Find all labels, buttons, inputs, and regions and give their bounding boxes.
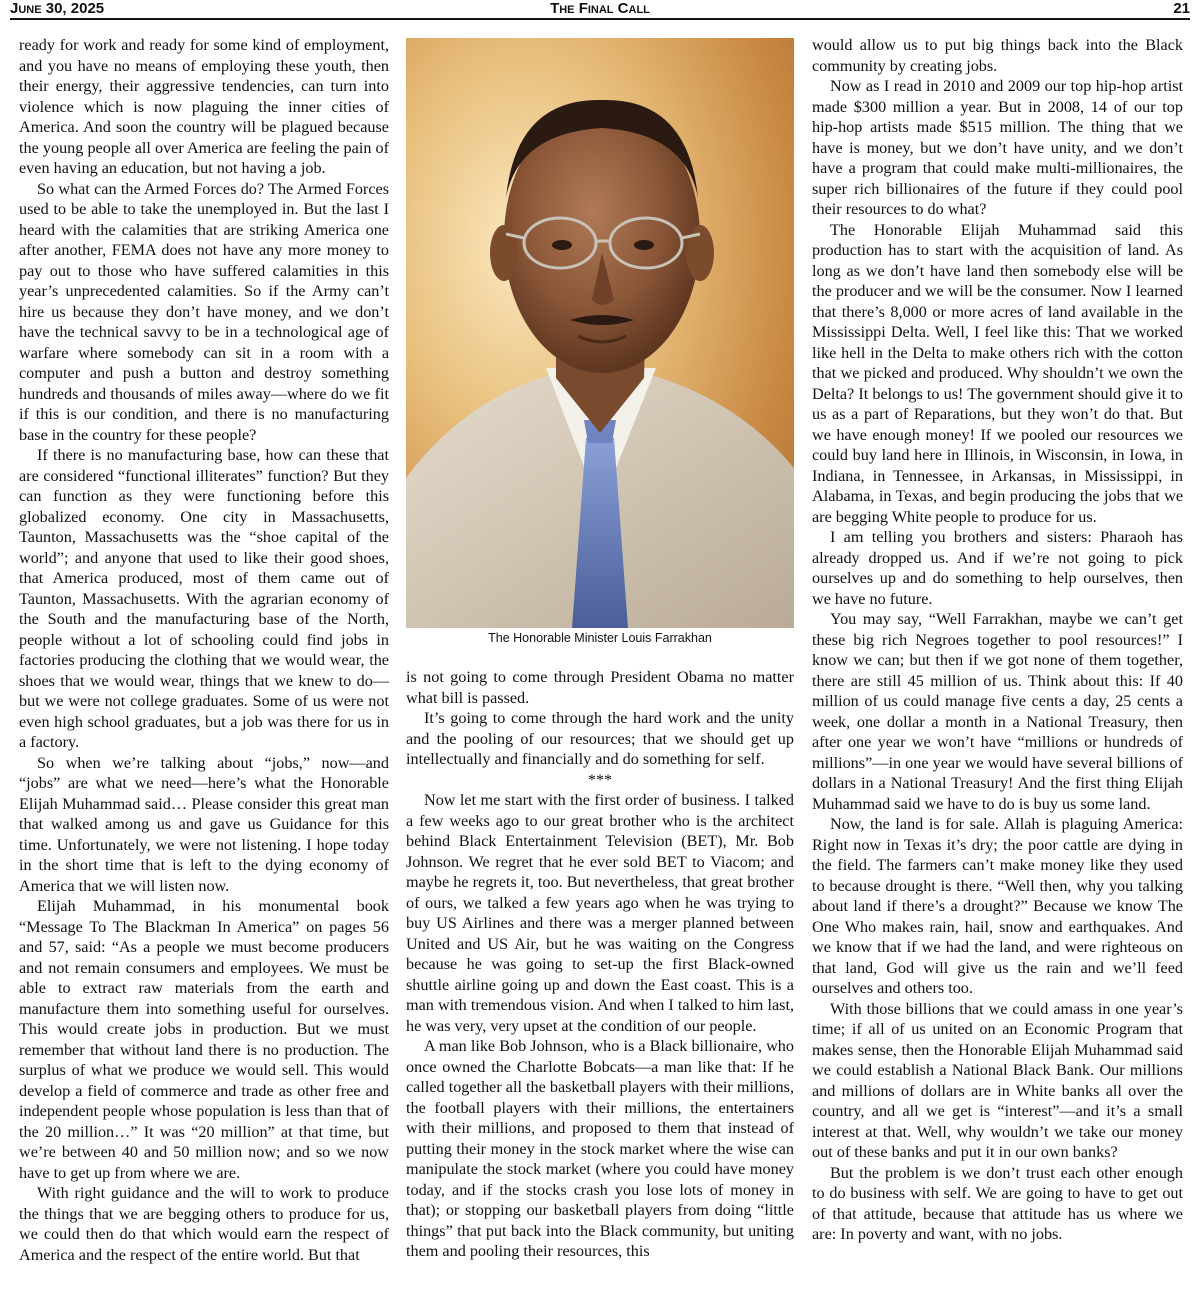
paragraph: is not going to come through President Obama no matter what bill is passed. (406, 668, 794, 707)
paragraph: But the problem is we don’t trust each other enough to do business with self. We are going to have to get out of that attitude, because that attitude has us where we are: In poverty and want, with no jobs. (812, 1163, 1183, 1243)
paragraph: The Honorable Elijah Muhammad said this production has to start with the acquisition of land. As long as we don’t have land then somebody else will be the producer and we will be the consumer. Now I learned that there’s 8,000 or more acres of land available in the Mississippi Delta. Well, I feel like this: That we worked like hell in the Delta to make others rich with the cotton that we picked and produced. Why shouldn’t we own the Delta? It belongs to us! The government should give it to us as a part of Reparations, but they won’t do that. But we have enough money! If we pooled our resources we could buy land here in Illinois, in Wisconsin, in Iowa, in Indiana, in Tennessee, in Arkansas, in Mississippi, in Alabama, in Texas, and begin producing the jobs that we are begging White people to produce for us. (812, 220, 1183, 526)
paragraph: I am telling you brothers and sisters: Pharaoh has already dropped us. And if we’re not going to pick ourselves up and do something to help ourselves, then we have no future. (812, 528, 1183, 608)
paragraph: With right guidance and the will to work to produce the things that we are begging others to produce for us, we could then do that which would earn the respect of America and the respect of the entire world. But that (19, 1184, 389, 1264)
paragraph: If there is no manufacturing base, how can these that are considered “functional illiterates” function? But they can function as they were functioning before this globalized economy. One city in Massachusetts, Taunton, Massachusetts was the “shoe capital of the world”; and anyone that used to like their good shoes, that America produced, most of them came out of Taunton, Massachusetts. With the agrarian economy of the South and the manufacturing base of the North, people without a lot of schooling could find jobs in factories producing the clothing that we would wear, the shoes that we would wear, things that we knew to do—but we were not college graduates. Some of us were not even high school graduates, but a job was there for us in a factory. (19, 446, 389, 751)
paragraph: With those billions that we could amass in one year’s time; if all of us united on an Economic Program that makes sense, then the Honorable Elijah Muhammad said we could establish a National Black Bank. Our millions and millions of dollars are in White banks all over the country, and all we get is “interest”—and it’s a small interest at that. Well, why wouldn’t we take our money out of these banks and put it in our own banks? (812, 999, 1183, 1161)
paragraph: Now let me start with the first order of business. I talked a few weeks ago to our great brother who is the architect behind Black Entertainment Television (BET), Mr. Bob Johnson. We regret that he ever sold BET to Viacom; and maybe he regrets it, too. But nevertheless, that great brother of ours, we talked a few years ago when he was trying to buy US Airlines and there was a merger planned between United and US Air, but he was waiting on the Congress because he was going to set-up the first Black-owned shuttle airline going up and down the East coast. This is a man with tremendous vision. And when I talked to him last, he was very, very upset at the condition of our people. (406, 791, 794, 1035)
issue-date: June 30, 2025 (10, 0, 105, 17)
paragraph: would allow us to put big things back into the Black community by creating jobs. (812, 36, 1183, 75)
page-number: 21 (1173, 0, 1190, 17)
section-separator: *** (587, 770, 613, 789)
paragraph: So what can the Armed Forces do? The Armed Forces used to be able to take the unemployed in. But the last I heard with the calamities that are striking America one after another, FEMA does not have any more money to pay out to those who have suffered calamities in this year’s unprecedented calamities. So if the Army can’t hire us because they don’t have money, and we don’t have the technical savvy to be in a technological age of warfare where somebody can sit in a room with a computer and push a button and destroy something hundreds and thousands of miles away—where do we fit if this is our condition, and there is no manufacturing base in the country for these people? (19, 179, 389, 444)
article-column-1 (19, 35, 389, 1293)
article-column-3 (812, 35, 1183, 1293)
paragraph: You may say, “Well Farrakhan, maybe we can’t get these big rich Negroes together to pool resources!” I know we can; but then if we got none of them together, there are still 45 million of us. Think about this: If 40 million of us could manage five cents a day, 25 cents a week, one dollar a month in a National Treasury, then after one year we won’t have “millions or hundreds of millions”—in one year we would have several billions of dollars in a National Treasury! And the first thing Elijah Muhammad said we have to do is buy us some land. (812, 610, 1183, 813)
paragraph: A man like Bob Johnson, who is a Black billionaire, who once owned the Charlotte Bobcats—a man like that: If he called together all the basketball players with their millions, the football players with their millions, the entertainers with their millions, and proposed to them that instead of putting their money in the stock market where the wise can manipulate the stock market (where you could have money today, and if the stocks crash you lose lots of money in that); or stopping our basketball players from doing “little things” that put back into the Black community, but uniting them and pooling their resources, this (406, 1037, 794, 1260)
page-header (10, 0, 1190, 20)
publication-name: The Final Call (550, 0, 650, 17)
paragraph: Now as I read in 2010 and 2009 our top hip-hop artist made $300 million a year. But in 2008, 14 of our top hip-hop artists made $515 million. The thing that we have is money, but we don’t have unity, and we don’t have a program that could make multi-millionaires, the super rich billionaires of the future if they could pool their resources to do what? (812, 77, 1183, 218)
article-column-2 (406, 667, 794, 1293)
portrait-illustration (406, 38, 794, 628)
paragraph: ready for work and ready for some kind of employment, and you have no means of employing these youth, then their energy, their aggressive tendencies, can turn into violence which is now plaguing the inner cities of America. And soon the country will be plagued because the young people all over America are feeling the pain of even having an education, but not having a job. (19, 36, 389, 177)
paragraph: It’s going to come through the hard work and the unity and the pooling of our resources; that we should get up intellectually and financially and do something for self. (406, 709, 794, 768)
paragraph: So when we’re talking about “jobs,” now—and “jobs” are what we need—here’s what the Honorable Elijah Muhammad said… Please consider this great man that walked among us and gave us Guidance for this time. Unfortunately, we were not listening. I hope today in the short time that is left to the dying economy of America that we will listen now. (19, 753, 389, 895)
paragraph: Elijah Muhammad, in his monumental book “Message To The Blackman In America” on pages 56 and 57, said: “As a people we must become producers and not remain consumers and employees. We must be able to extract raw materials from the earth and manufacture them into something useful for ourselves. This would create jobs in production. But we must remember that without land there is no production. The surplus of what we produce we would sell. This would develop a field of commerce and trade as other free and independent people whose population is less than that of the 20 million…” It was “20 million” at that time, but we’re between 40 and 50 million now; and so we now have to get up from where we are. (19, 897, 389, 1182)
portrait-photo (406, 38, 794, 628)
paragraph: Now, the land is for sale. Allah is plaguing America: Right now in Texas it’s dry; the poor cattle are dying in the field. The farmers can’t make money like they used to because drought is there. “Well then, why you talking about land if there’s a drought?” Because we know The One Who makes rain, hail, snow and earthquakes. And we know that if we had the land, and were righteous on that land, God will give us the rain and we’ll feed ourselves and others too. (812, 815, 1183, 997)
photo-caption: The Honorable Minister Louis Farrakhan (488, 631, 712, 645)
